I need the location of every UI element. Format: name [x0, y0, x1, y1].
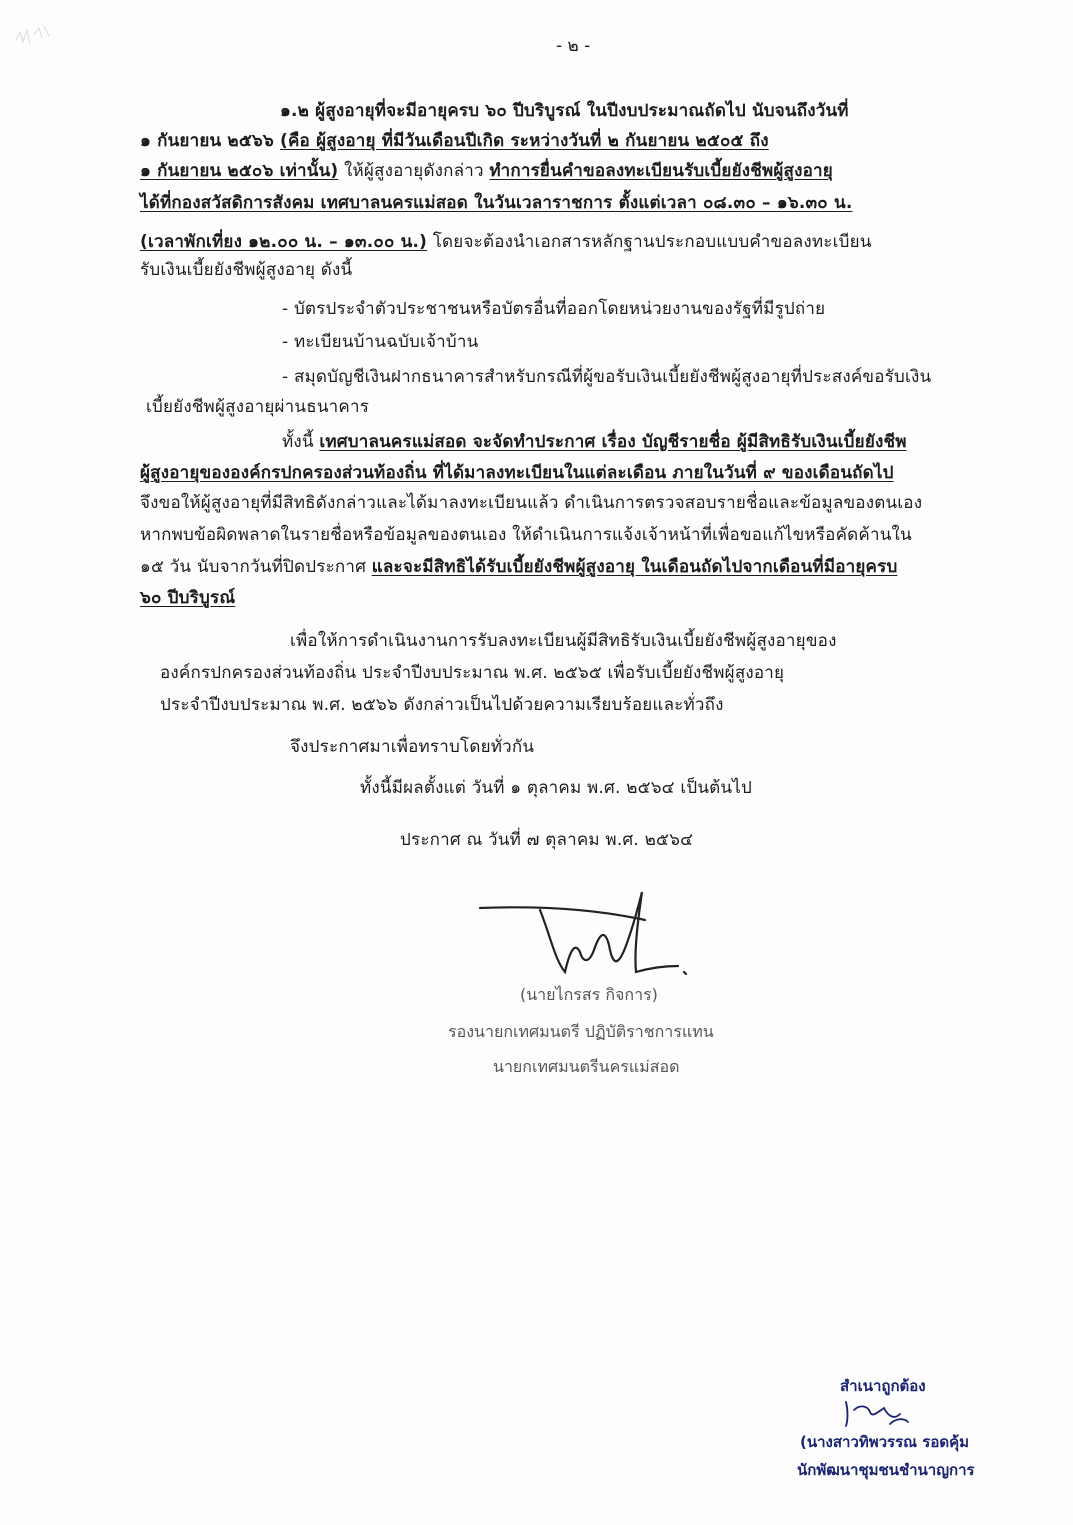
- text-span: ๑๕ วัน นับจากวันที่ปิดประกาศ: [140, 557, 372, 577]
- underlined-text: (คือ ผู้สูงอายุ ที่มีวันเดือนปีเกิด ระหว่างวันที่ ๒ กันยายน ๒๕๐๕ ถึง: [280, 131, 769, 151]
- signatory-position: นายกเทศมนตรีนครแม่สอด: [493, 1057, 680, 1076]
- text-line: ๑.๒ ผู้สูงอายุที่จะมีอายุครบ ๖๐ ปีบริบูรณ์ ในปีงบประมาณถัดไป นับจนถึงวันที่: [280, 101, 849, 121]
- text-line: ประจำปีงบประมาณ พ.ศ. ๒๕๖๖ ดังกล่าวเป็นไปด้วยความเรียบร้อยและทั่วถึง: [160, 695, 724, 715]
- text-span: ทั้งนี้: [282, 432, 320, 452]
- underlined-text: (เวลาพักเที่ยง ๑๒.๐๐ น. – ๑๓.๐๐ น.): [140, 232, 428, 252]
- text-line: จึงขอให้ผู้สูงอายุที่มีสิทธิดังกล่าวและได้มาลงทะเบียนแล้ว ดำเนินการตรวจสอบรายชื่อและข้อมูลของตนเอง: [140, 493, 923, 513]
- certifier-signature: [838, 1396, 918, 1430]
- text-line: [282, 431, 907, 453]
- text-span: ให้ผู้สูงอายุดังกล่าว: [338, 161, 490, 181]
- text-line: [140, 556, 897, 578]
- text-span: ๑ กันยายน ๒๕๖๖: [140, 131, 281, 151]
- text-line: จึงประกาศมาเพื่อทราบโดยทั่วกัน: [290, 737, 535, 757]
- text-line: ๖๐ ปีบริบูรณ์: [140, 588, 236, 608]
- page-number: - ๒ -: [556, 36, 591, 56]
- announce-date: ประกาศ ณ วันที่ ๗ ตุลาคม พ.ศ. ๒๕๖๔: [400, 830, 694, 850]
- list-item: - สมุดบัญชีเงินฝากธนาคารสำหรับกรณีที่ผู้ขอรับเงินเบี้ยยังชีพผู้สูงอายุที่ประสงค์ขอรับเงิน: [282, 367, 932, 387]
- underlined-text: เทศบาลนครแม่สอด จะจัดทำประกาศ เรื่อง บัญชีรายชื่อ ผู้มีสิทธิรับเงินเบี้ยยังชีพ: [319, 432, 907, 452]
- certification-title: สำเนาถูกต้อง: [840, 1377, 926, 1395]
- underlined-text: ทำการยื่นคำขอลงทะเบียนรับเบี้ยยังชีพผู้สูงอายุ: [489, 161, 833, 181]
- signatory-position: รองนายกเทศมนตรี ปฏิบัติราชการแทน: [448, 1022, 714, 1041]
- text-line: ทั้งนี้มีผลตั้งแต่ วันที่ ๑ ตุลาคม พ.ศ. ๒๕๖๔ เป็นต้นไป: [360, 778, 752, 798]
- text-line: [140, 130, 769, 152]
- underlined-text: และจะมีสิทธิได้รับเบี้ยยังชีพผู้สูงอายุ ในเดือนถัดไปจากเดือนที่มีอายุครบ: [371, 557, 898, 577]
- text-line: ผู้สูงอายุขององค์กรปกครองส่วนท้องถิ่น ที่ได้มาลงทะเบียนในแต่ละเดือน ภายในวันที่ ๙ ของเดือนถัดไป: [140, 463, 894, 483]
- text-span: โดยจะต้องนำเอกสารหลักฐานประกอบแบบคำขอลงทะเบียน: [427, 232, 872, 252]
- list-item: - ทะเบียนบ้านฉบับเจ้าบ้าน: [282, 332, 479, 352]
- scan-artifact: [14, 22, 54, 52]
- text-line: [140, 231, 872, 253]
- text-line: [140, 160, 833, 182]
- signatory-name: (นายไกรสร กิจการ): [520, 985, 658, 1004]
- underlined-text: ๑ กันยายน ๒๕๐๖ เท่านั้น): [140, 161, 339, 181]
- text-line: ได้ที่กองสวัสดิการสังคม เทศบาลนครแม่สอด ในวันเวลาราชการ ตั้งแต่เวลา ๐๘.๓๐ – ๑๖.๓๐ น.: [140, 193, 853, 213]
- text-line: รับเงินเบี้ยยังชีพผู้สูงอายุ ดังนี้: [140, 260, 353, 280]
- text-line: องค์กรปกครองส่วนท้องถิ่น ประจำปีงบประมาณ พ.ศ. ๒๕๖๕ เพื่อรับเบี้ยยังชีพผู้สูงอายุ: [160, 663, 785, 683]
- certifier-name: (นางสาวทิพวรรณ รอดคุ้ม: [800, 1433, 970, 1451]
- text-line: หากพบข้อผิดพลาดในรายชื่อหรือข้อมูลของตนเอง ให้ดำเนินการแจ้งเจ้าหน้าที่เพื่อขอแก้ไขหรือคัดค้านใน: [140, 525, 912, 545]
- text-line: เพื่อให้การดำเนินงานการรับลงทะเบียนผู้มีสิทธิรับเงินเบี้ยยังชีพผู้สูงอายุของ: [290, 631, 837, 651]
- text-line: เบี้ยยังชีพผู้สูงอายุผ่านธนาคาร: [146, 397, 370, 417]
- certifier-position: นักพัฒนาชุมชนชำนาญการ: [797, 1461, 975, 1479]
- signature-mark: [470, 880, 690, 990]
- list-item: - บัตรประจำตัวประชาชนหรือบัตรอื่นที่ออกโดยหน่วยงานของรัฐที่มีรูปถ่าย: [282, 299, 826, 319]
